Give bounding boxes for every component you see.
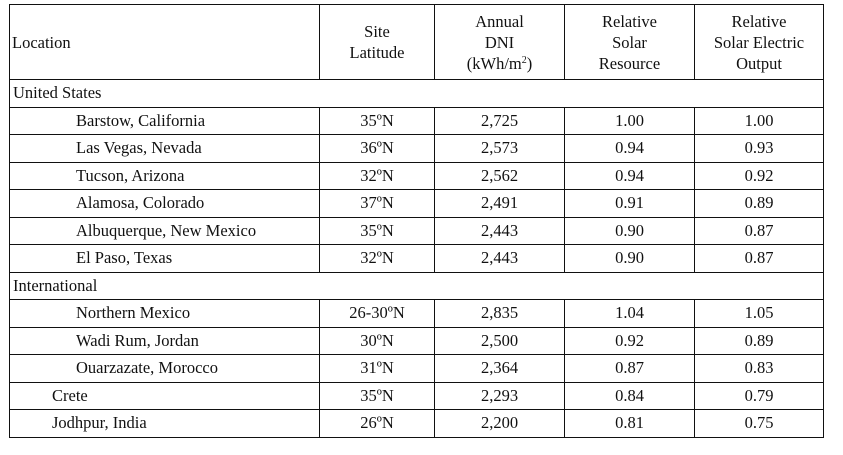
- latitude-cell: 35ºN: [320, 217, 435, 245]
- location-cell: Crete: [10, 382, 320, 410]
- output-cell: 0.89: [695, 190, 824, 218]
- table-row: [10, 410, 824, 438]
- header-latitude: Site Latitude: [320, 5, 435, 80]
- latitude-cell: 26ºN: [320, 410, 435, 438]
- dni-cell: 2,835: [435, 300, 565, 328]
- output-cell: 0.87: [695, 245, 824, 273]
- solar-resource-table: [9, 4, 824, 438]
- section-row: [10, 272, 824, 300]
- table-row: [10, 107, 824, 135]
- location-cell: Barstow, California: [10, 107, 320, 135]
- resource-cell: 0.87: [565, 355, 695, 383]
- resource-cell: 0.84: [565, 382, 695, 410]
- dni-cell: 2,725: [435, 107, 565, 135]
- resource-cell: 0.90: [565, 245, 695, 273]
- dni-cell: 2,443: [435, 217, 565, 245]
- location-cell: Las Vegas, Nevada: [10, 135, 320, 163]
- output-cell: 0.79: [695, 382, 824, 410]
- output-cell: 0.87: [695, 217, 824, 245]
- resource-cell: 1.00: [565, 107, 695, 135]
- output-cell: 0.75: [695, 410, 824, 438]
- header-location: Location: [10, 5, 320, 80]
- latitude-cell: 31ºN: [320, 355, 435, 383]
- dni-cell: 2,491: [435, 190, 565, 218]
- location-cell: Ouarzazate, Morocco: [10, 355, 320, 383]
- table-row: [10, 190, 824, 218]
- output-cell: 0.93: [695, 135, 824, 163]
- table-row: [10, 355, 824, 383]
- location-cell: Tucson, Arizona: [10, 162, 320, 190]
- location-cell: Albuquerque, New Mexico: [10, 217, 320, 245]
- latitude-cell: 37ºN: [320, 190, 435, 218]
- latitude-cell: 36ºN: [320, 135, 435, 163]
- output-cell: 0.89: [695, 327, 824, 355]
- section-title: International: [10, 272, 824, 300]
- latitude-cell: 32ºN: [320, 162, 435, 190]
- location-cell: Northern Mexico: [10, 300, 320, 328]
- resource-cell: 0.81: [565, 410, 695, 438]
- location-cell: Jodhpur, India: [10, 410, 320, 438]
- header-relative-solar-output: Relative Solar Electric Output: [695, 5, 824, 80]
- latitude-cell: 35ºN: [320, 107, 435, 135]
- table-row: [10, 135, 824, 163]
- latitude-cell: 32ºN: [320, 245, 435, 273]
- table-row: [10, 300, 824, 328]
- dni-cell: 2,443: [435, 245, 565, 273]
- table-row: [10, 382, 824, 410]
- output-cell: 0.83: [695, 355, 824, 383]
- section-row: [10, 80, 824, 108]
- dni-cell: 2,500: [435, 327, 565, 355]
- table-row: [10, 327, 824, 355]
- latitude-cell: 30ºN: [320, 327, 435, 355]
- table-row: [10, 217, 824, 245]
- resource-cell: 0.94: [565, 162, 695, 190]
- table-row: [10, 245, 824, 273]
- resource-cell: 0.90: [565, 217, 695, 245]
- header-annual-dni: Annual DNI $(kWh/m^2)$: [435, 5, 565, 80]
- location-cell: Wadi Rum, Jordan: [10, 327, 320, 355]
- table-row: [10, 162, 824, 190]
- latitude-cell: 26-30ºN: [320, 300, 435, 328]
- latitude-cell: 35ºN: [320, 382, 435, 410]
- resource-cell: 0.94: [565, 135, 695, 163]
- dni-cell: 2,573: [435, 135, 565, 163]
- output-cell: 0.92: [695, 162, 824, 190]
- output-cell: 1.05: [695, 300, 824, 328]
- table-body: [10, 80, 824, 438]
- section-title: United States: [10, 80, 824, 108]
- dni-cell: 2,293: [435, 382, 565, 410]
- resource-cell: 0.91: [565, 190, 695, 218]
- header-row: [10, 5, 824, 80]
- dni-cell: 2,562: [435, 162, 565, 190]
- location-cell: El Paso, Texas: [10, 245, 320, 273]
- dni-cell: 2,200: [435, 410, 565, 438]
- header-relative-solar-resource: Relative Solar Resource: [565, 5, 695, 80]
- resource-cell: 1.04: [565, 300, 695, 328]
- location-cell: Alamosa, Colorado: [10, 190, 320, 218]
- output-cell: 1.00: [695, 107, 824, 135]
- dni-cell: 2,364: [435, 355, 565, 383]
- resource-cell: 0.92: [565, 327, 695, 355]
